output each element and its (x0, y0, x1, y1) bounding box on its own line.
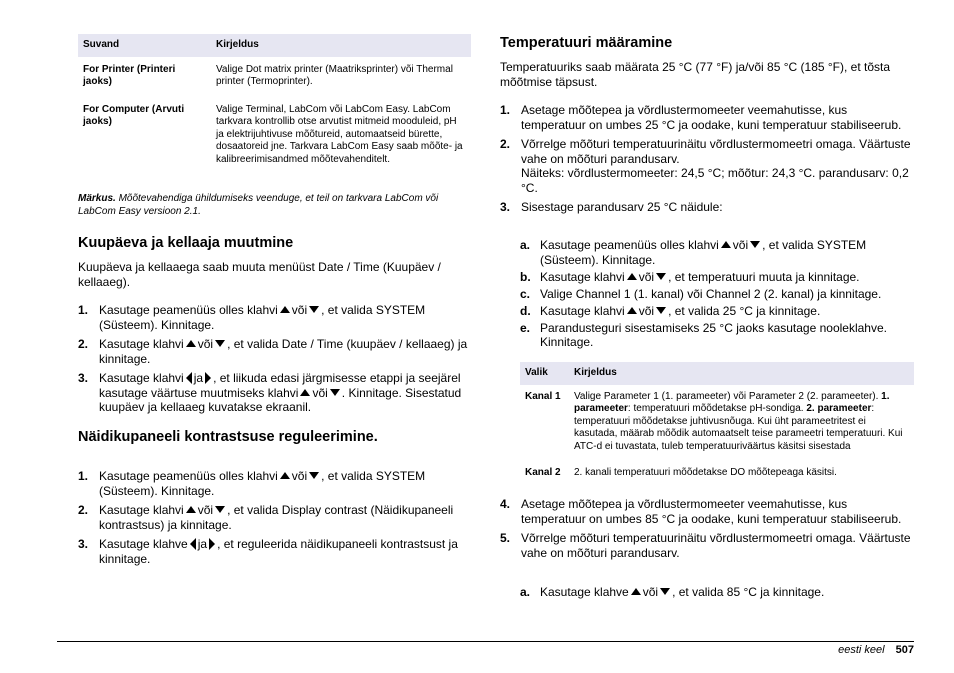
up-arrow-icon (186, 340, 196, 347)
list-item: b. Kasutage klahvi või , et temperatuuri muuta ja kinnitage. (520, 269, 860, 284)
up-arrow-icon (631, 588, 641, 595)
section-title-temperature: Temperatuuri määramine (500, 35, 673, 51)
up-arrow-icon (300, 389, 310, 396)
temperature-steps (500, 103, 914, 220)
table-row (520, 385, 914, 460)
table-cell-key: For Printer (Printeri jaoks) (83, 63, 176, 87)
list-item: 4. Asetage mõõtepea ja võrdlustermomeeter veemahutisse, kus temperatuur on umbes 85 °C ja oodake, kuni temperatuur stabiliseerub. (500, 497, 902, 526)
list-item: 1. Kasutage peamenüüs olles klahvi või , et valida SYSTEM (Süsteem). Kinnitage. (78, 303, 426, 332)
up-arrow-icon (280, 472, 290, 479)
list-item: 1. Kasutage peamenüüs olles klahvi või , et valida SYSTEM (Süsteem). Kinnitage. (78, 469, 426, 498)
down-arrow-icon (215, 506, 225, 513)
table-cell-key: Kanal 2 (525, 467, 561, 478)
note-text: Mõõtevahendiga ühildumiseks veenduge, et teil on tarkvara LabCom või LabCom Easy versioon 2.1. (78, 193, 439, 217)
up-arrow-icon (280, 306, 290, 313)
page-number: 507 (895, 644, 914, 656)
down-arrow-icon (309, 472, 319, 479)
up-arrow-icon (627, 307, 637, 314)
list-item: 3. Kasutage klahvi ja , et liikuda edasi järgmisesse etappi ja seejärel kasutage väärtuse muutmiseks klahvi või . Kinnitage. Sisestatud kuupäev ja kellaaeg kuvatakse ekraanil. (78, 371, 462, 414)
temperature-substeps-5 (520, 585, 914, 602)
date-steps (78, 303, 471, 420)
temperature-substeps (520, 238, 914, 352)
temperature-steps-cont (500, 497, 914, 565)
list-item: a. Kasutage peamenüüs olles klahvi või , et valida SYSTEM (Süsteem). Kinnitage. (520, 238, 867, 267)
up-arrow-icon (721, 241, 731, 248)
table-row (78, 95, 471, 173)
note (78, 193, 471, 218)
channel-table (520, 362, 914, 486)
up-arrow-icon (627, 273, 637, 280)
table-header-row (78, 34, 471, 57)
date-intro: Kuupäeva ja kellaaega saab muuta menüüst Date / Time (Kuupäev / kellaaeg). (78, 260, 441, 289)
left-arrow-icon (186, 372, 192, 384)
down-arrow-icon (660, 588, 670, 595)
down-arrow-icon (656, 307, 666, 314)
footer-divider (57, 641, 914, 642)
list-item: 2. Kasutage klahvi või , et valida Date / Time (kuupäev / kellaaeg) ja kinnitage. (78, 337, 468, 366)
table-header-row (520, 362, 914, 385)
down-arrow-icon (215, 340, 225, 347)
table-header: Valik (520, 362, 569, 385)
down-arrow-icon (330, 389, 340, 396)
down-arrow-icon (309, 306, 319, 313)
table-cell-desc: Valige Parameter 1 (1. parameeter) või Parameter 2 (2. parameeter). 1. parameeter: temperatuuri mõõdetakse pH-sondiga. 2. parameeter: temperatuuri mõõdetakse juhtivusnõuga. Kui üht parameetritest ei kasutada, määrab mõõdik automaatselt teise parameetri temperatuuri. Kui ATC-d ei tuvastata, tuleb temperatuuriväärtus käsitsi sisestada (574, 390, 903, 452)
right-arrow-icon (205, 372, 211, 384)
table-cell-key: For Computer (Arvuti jaoks) (83, 103, 185, 127)
list-item: 3. Kasutage klahve ja , et reguleerida näidikupaneeli kontrastsust ja kinnitage. (78, 537, 458, 566)
table-cell-desc: Valige Dot matrix printer (Maatriksprinter) või Thermal printer (Termoprinter). (216, 63, 453, 87)
footer-language: eesti keel (838, 644, 885, 656)
list-item: e. Parandusteguri sisestamiseks 25 °C jaoks kasutage nooleklahve. Kinnitage. (520, 320, 887, 349)
table-row (520, 459, 914, 486)
table-header: Kirjeldus (569, 362, 914, 385)
right-arrow-icon (209, 538, 215, 550)
table-cell-desc: Valige Terminal, LabCom või LabCom Easy. LabCom tarkvara kontrollib otse arvutist mitmeid mooduleid, pH ja elektrijuhtivuse mõõtureid, automaatseid bürette, dosaatoreid jne. Tarkvara LabCom Easy saab mõõte- ja kalibreerimisandmed mõõtevahenditelt. (216, 103, 463, 165)
list-item: c. Valige Channel 1 (1. kanal) või Channel 2 (2. kanal) ja kinnitage. (520, 286, 882, 301)
list-item: 1. Asetage mõõtepea ja võrdlustermomeeter veemahutisse, kus temperatuur on umbes 25 °C ja oodake, kuni temperatuur stabiliseerub. (500, 103, 902, 132)
contrast-steps (78, 469, 471, 571)
options-table (78, 34, 471, 172)
up-arrow-icon (186, 506, 196, 513)
table-row (78, 57, 471, 95)
table-cell-key: Kanal 1 (525, 390, 561, 402)
note-label: Märkus. (78, 193, 116, 204)
left-arrow-icon (190, 538, 196, 550)
list-item: 3. Sisestage parandusarv 25 °C näidule: (500, 200, 723, 214)
footer (838, 644, 914, 657)
list-item: 2. Võrrelge mõõturi temperatuurinäitu võrdlustermomeetri omaga. Väärtuste vahe on mõõturi parandusarv. Näiteks: võrdlustermomeeter: 24,5 °C; mõõtur: 24,3 °C. parandusarv: 0,2 °C. (500, 137, 911, 195)
table-cell-desc: 2. kanali temperatuuri mõõdetakse DO mõõtepeaga käsitsi. (574, 467, 837, 478)
list-item: a. Kasutage klahve või , et valida 85 °C ja kinnitage. (520, 585, 825, 599)
down-arrow-icon (750, 241, 760, 248)
section-title-date: Kuupäeva ja kellaaja muutmine (78, 235, 294, 251)
table-header: Suvand (78, 34, 211, 57)
section-title-contrast: Näidikupaneeli kontrastsuse reguleerimine. (78, 429, 378, 445)
table-header: Kirjeldus (211, 34, 471, 57)
list-item: 5. Võrrelge mõõturi temperatuurinäitu võrdlustermomeetri omaga. Väärtuste vahe on mõõturi parandusarv. (500, 531, 911, 560)
list-item: d. Kasutage klahvi või , et valida 25 °C ja kinnitage. (520, 303, 821, 318)
example-text: Näiteks: võrdlustermomeeter: 24,5 °C; mõõtur: 24,3 °C. parandusarv: 0,2 °C. (521, 166, 909, 195)
list-item: 2. Kasutage klahvi või , et valida Display contrast (Näidikupaneeli kontrastsus) ja kinnitage. (78, 503, 454, 532)
down-arrow-icon (656, 273, 666, 280)
temperature-intro: Temperatuuriks saab määrata 25 °C (77 °F) ja/või 85 °C (185 °F), et tõsta mõõtmise täpsust. (500, 60, 891, 89)
